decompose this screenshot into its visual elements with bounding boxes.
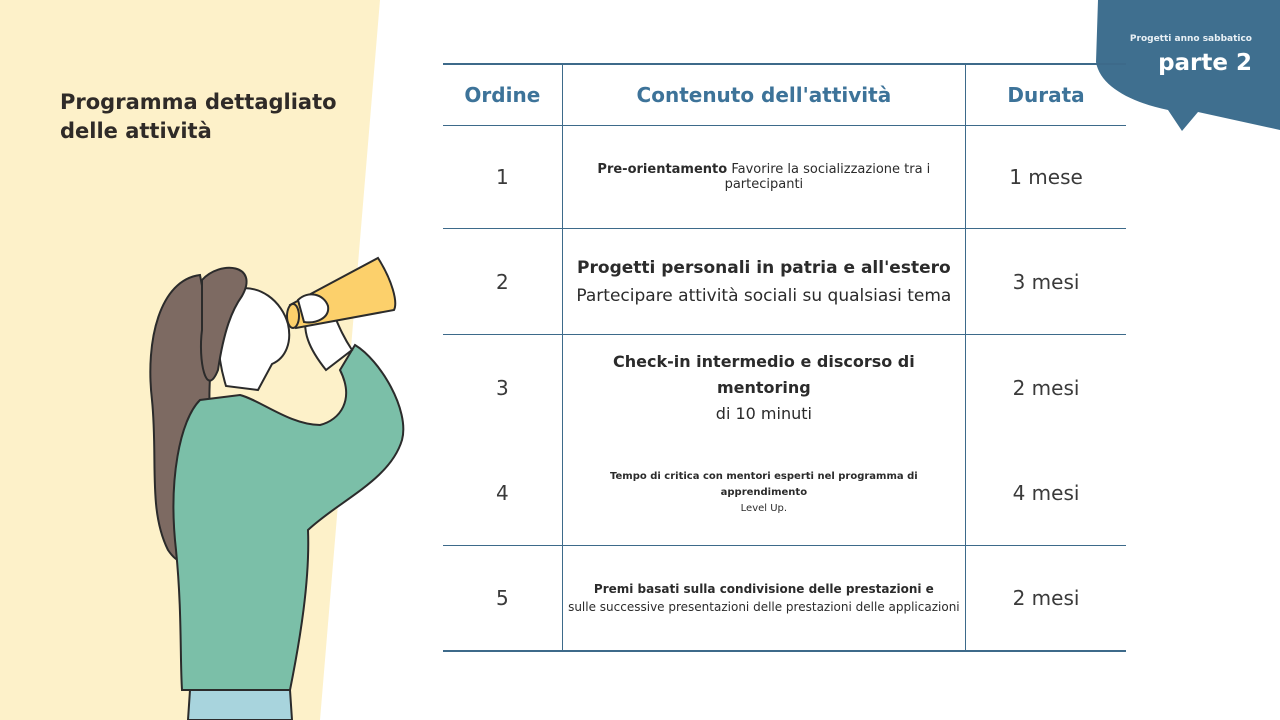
table-header-row — [443, 64, 1126, 126]
table-row — [443, 229, 1126, 335]
badge-part-label: parte 2 — [1158, 50, 1252, 76]
table-row — [443, 126, 1126, 229]
table-row — [443, 441, 1126, 546]
row-description: Level Up. — [740, 502, 788, 514]
header-duration: Durata — [966, 64, 1126, 126]
row-content — [562, 335, 965, 441]
activities-table — [443, 63, 1126, 652]
row-duration: 1 mese — [966, 126, 1126, 229]
row-description: Partecipare attività sociali su qualsiasi tema — [576, 285, 952, 306]
row-description: di 10 minuti — [715, 403, 812, 423]
woman-megaphone-illustration — [140, 250, 420, 720]
row-duration: 2 mesi — [966, 335, 1126, 441]
row-order: 5 — [443, 546, 562, 651]
row-description: Favorire la socializzazione tra i partecipanti — [724, 162, 931, 192]
table-row — [443, 546, 1126, 651]
row-duration: 3 mesi — [966, 229, 1126, 335]
row-duration: 2 mesi — [966, 546, 1126, 651]
row-order: 4 — [443, 441, 562, 546]
row-title: Progetti personali in patria e all'estero — [577, 257, 951, 278]
row-content — [562, 229, 965, 335]
row-duration: 4 mesi — [966, 441, 1126, 546]
row-title: Pre-orientamento — [597, 162, 728, 177]
table-row — [443, 335, 1126, 441]
row-description: sulle successive presentazioni delle prestazioni delle applicazioni — [568, 599, 960, 614]
row-content — [562, 546, 965, 651]
badge-subtitle: Progetti anno sabbatico — [1129, 34, 1252, 44]
page-title: Programma dettagliato delle attività — [60, 90, 337, 143]
row-content — [562, 126, 965, 229]
row-order: 3 — [495, 375, 509, 400]
header-content: Contenuto dell'attività — [562, 64, 965, 126]
row-title: Check-in intermedio e discorso di mentoring — [612, 351, 915, 397]
row-order: 1 — [443, 126, 562, 229]
row-title: Premi basati sulla condivisione delle prestazioni e — [593, 581, 934, 596]
row-content — [562, 441, 965, 546]
row-order: 2 — [443, 229, 562, 335]
header-order: Ordine — [443, 64, 562, 126]
row-title: Tempo di critica con mentori esperti nel programma di apprendimento — [610, 470, 918, 498]
